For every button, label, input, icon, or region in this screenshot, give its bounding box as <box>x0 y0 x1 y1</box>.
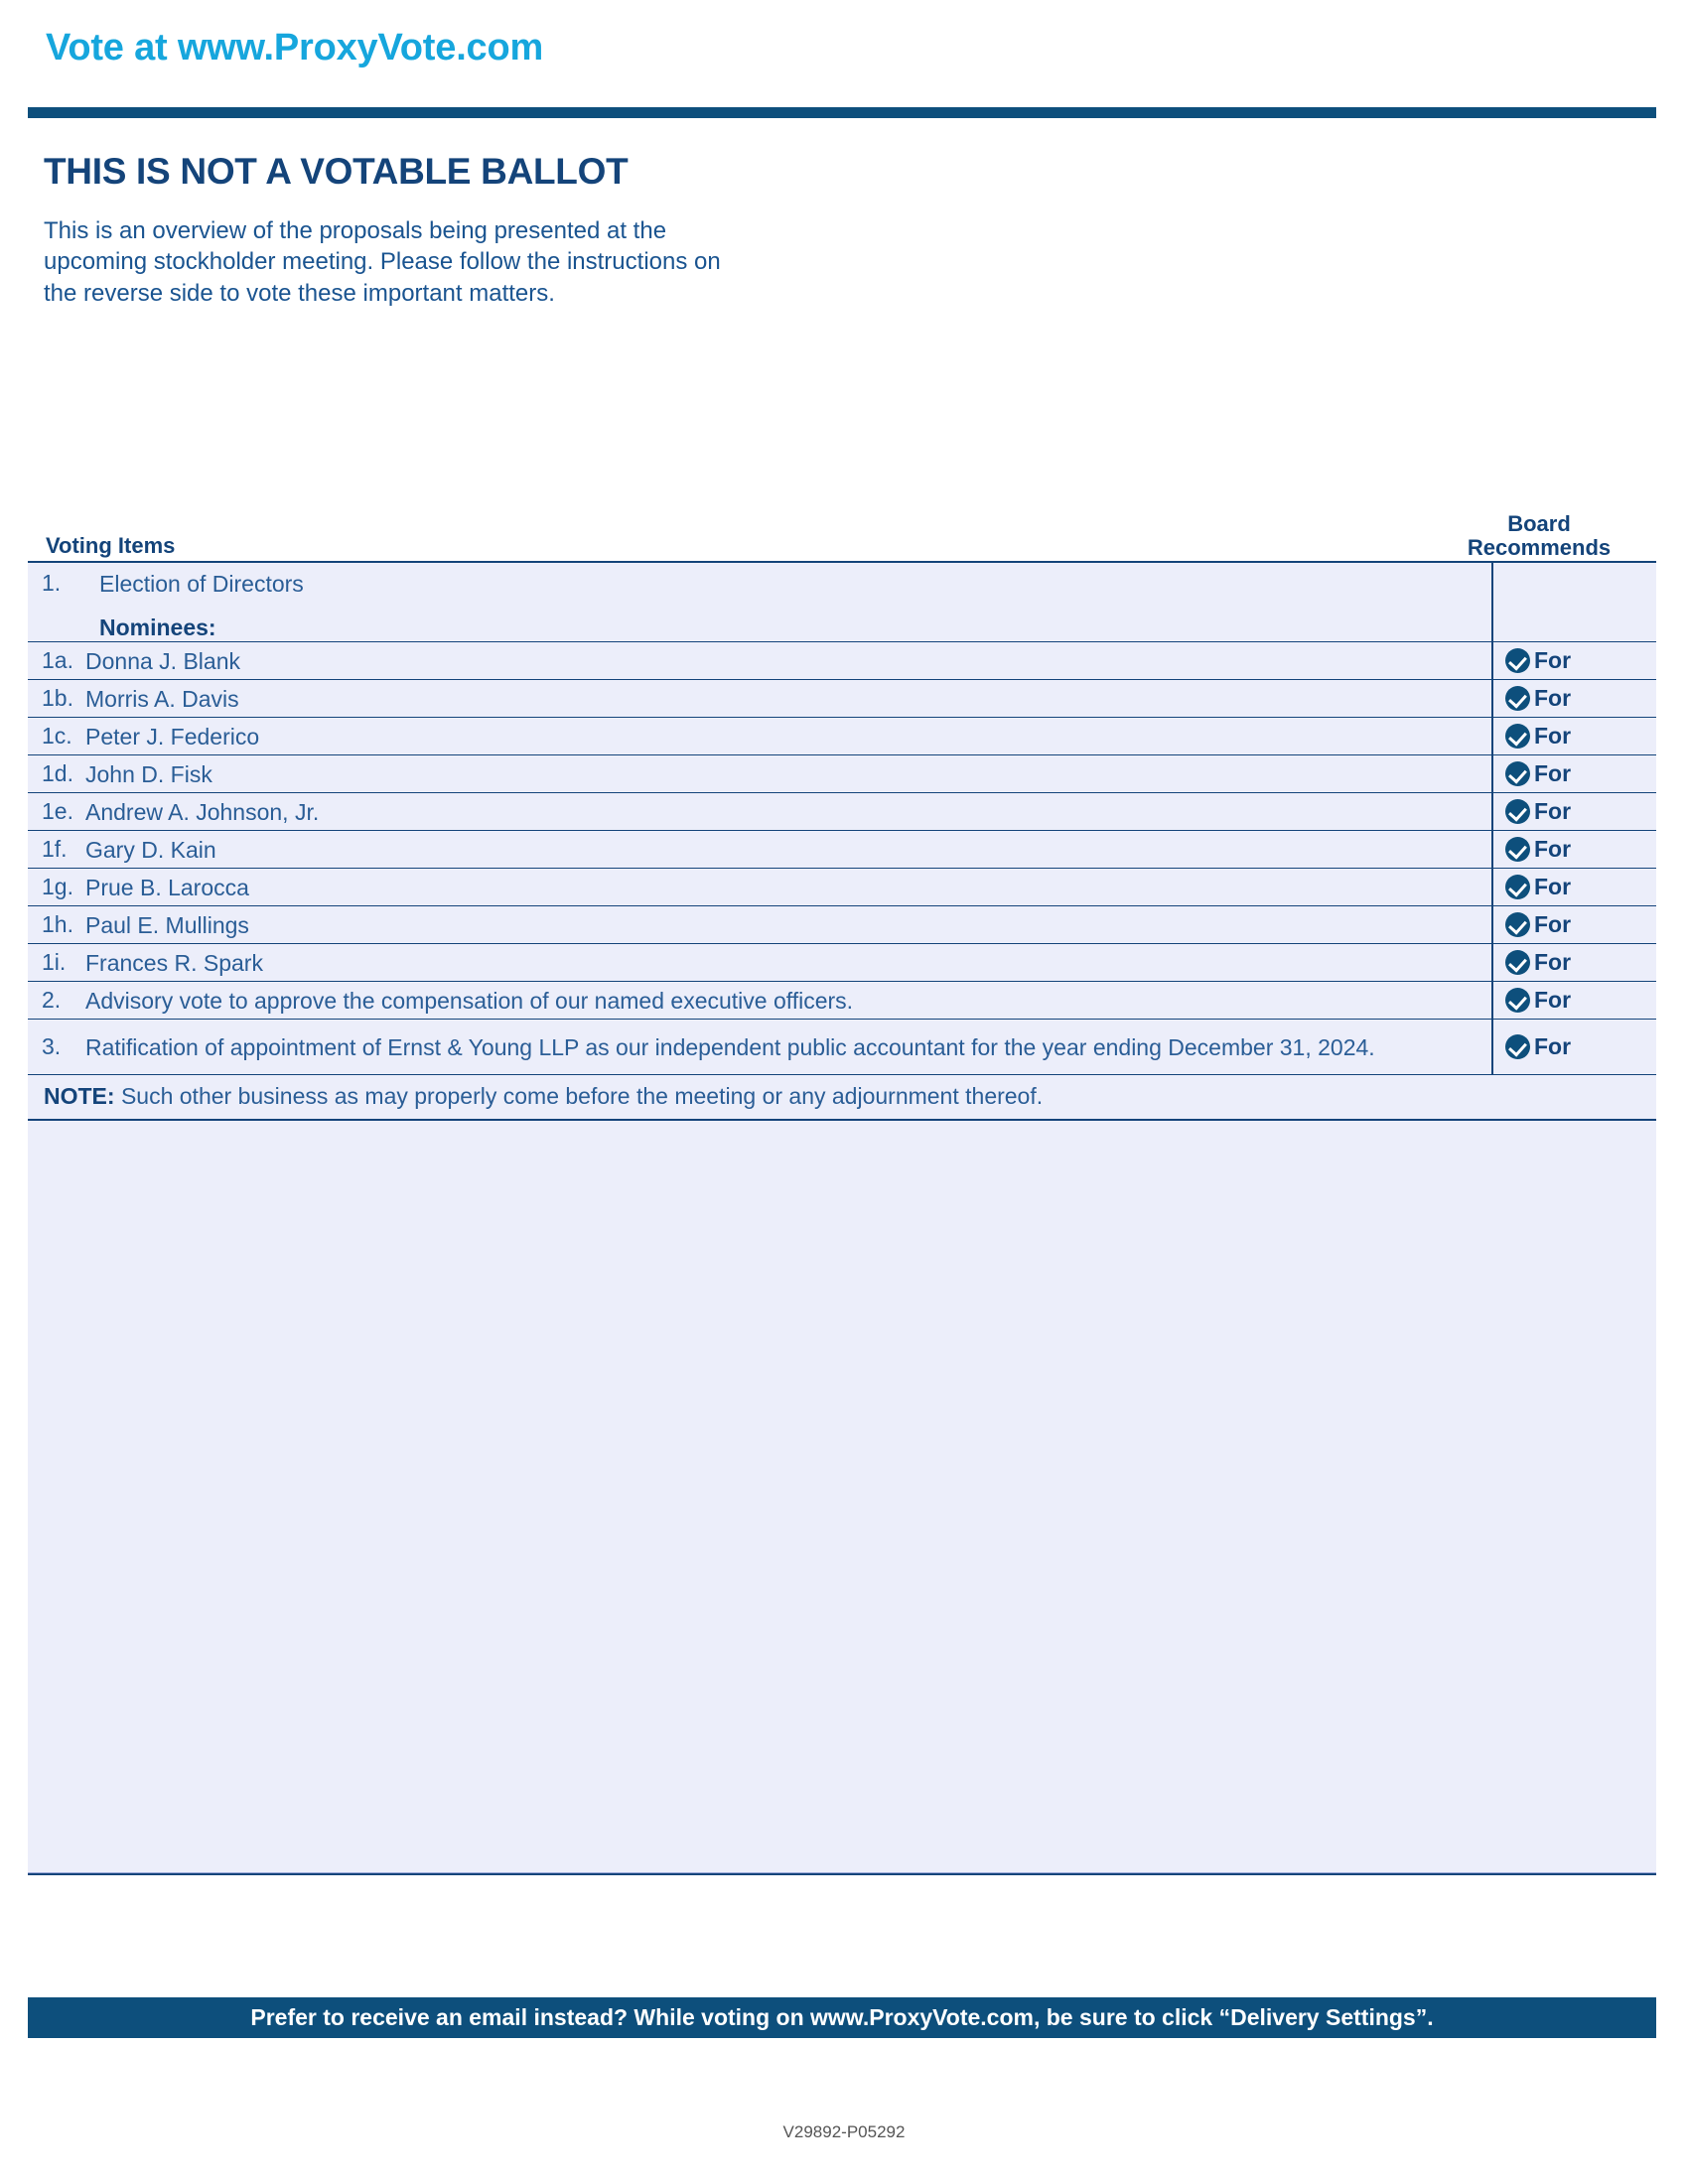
nominee-number: 1i. <box>42 949 67 976</box>
recommendation-label: For <box>1534 1033 1572 1060</box>
check-circle-icon <box>1505 875 1530 899</box>
column-header-voting-items: Voting Items <box>46 533 176 558</box>
header-divider-bar <box>28 107 1656 118</box>
recommendation-cell <box>1491 685 1656 712</box>
nominee-name: Donna J. Blank <box>85 647 240 674</box>
recommendation-label: For <box>1534 647 1572 674</box>
check-circle-icon <box>1505 724 1530 749</box>
nominee-name: Peter J. Federico <box>85 723 260 750</box>
note-label: NOTE: <box>44 1083 115 1110</box>
proposal-text: Advisory vote to approve the compensation of our named executive officers. <box>85 987 854 1014</box>
recommendation-label: For <box>1534 798 1572 825</box>
nominee-name: Gary D. Kain <box>85 836 216 863</box>
intro-paragraph <box>44 215 1136 311</box>
table-row-nominee <box>28 793 1656 831</box>
nominees-label: Nominees: <box>99 614 216 641</box>
column-header-board-recommends <box>1430 512 1648 561</box>
nominee-name: Andrew A. Johnson, Jr. <box>85 798 320 825</box>
nominee-number: 1c. <box>42 723 72 750</box>
board-recommends-line-1: Board <box>1507 510 1571 536</box>
recommendation-label: For <box>1534 685 1572 712</box>
recommendation-cell <box>1491 760 1656 787</box>
check-circle-icon <box>1505 1034 1530 1059</box>
recommendation-label: For <box>1534 987 1572 1014</box>
nominee-name: Frances R. Spark <box>85 949 263 976</box>
recommendation-cell <box>1491 647 1656 674</box>
table-row-nominee <box>28 642 1656 680</box>
proposal-number: 3. <box>42 1033 62 1060</box>
table-body <box>28 561 1656 1875</box>
check-circle-icon <box>1505 799 1530 824</box>
recommendation-cell <box>1491 836 1656 863</box>
nominee-number: 1e. <box>42 798 73 825</box>
check-circle-icon <box>1505 761 1530 786</box>
table-row-nominee <box>28 718 1656 755</box>
table-row-proposal <box>28 982 1656 1020</box>
nominee-number: 1g. <box>42 874 73 900</box>
nominee-name: Morris A. Davis <box>85 685 239 712</box>
item-title-election-of-directors: Election of Directors <box>99 571 304 597</box>
item-number-1: 1. <box>42 570 62 596</box>
voting-items-table <box>28 509 1656 1875</box>
blank-filler-area <box>28 1121 1656 1873</box>
note-text: Such other business as may properly come before the meeting or any adjournment thereof. <box>120 1083 1044 1110</box>
recommendation-label: For <box>1534 760 1572 787</box>
recommendation-cell <box>1491 798 1656 825</box>
footer-message-text: Prefer to receive an email instead? While voting on www.ProxyVote.com, be sure to click “Delivery Settings”. <box>250 2004 1434 2030</box>
control-number: V29892-P05292 <box>782 2122 906 2141</box>
vote-url-heading: Vote at www.ProxyVote.com <box>46 27 544 68</box>
proposal-rows-container <box>28 982 1656 1075</box>
proposal-number: 2. <box>42 987 62 1014</box>
check-circle-icon <box>1505 686 1530 711</box>
intro-line-3: the reverse side to vote these important matters. <box>44 280 555 308</box>
recommendation-label: For <box>1534 723 1572 750</box>
footer-message-bar <box>28 1997 1656 2038</box>
nominee-name: Paul E. Mullings <box>85 911 249 938</box>
recommendation-cell <box>1491 911 1656 938</box>
nominee-name: Prue B. Larocca <box>85 874 249 900</box>
recommendation-label: For <box>1534 911 1572 938</box>
check-circle-icon <box>1505 837 1530 862</box>
table-header <box>28 509 1656 561</box>
nominee-number: 1b. <box>42 685 73 712</box>
check-circle-icon <box>1505 648 1530 673</box>
proposal-text: Ratification of appointment of Ernst & Young LLP as our independent public accountant for the year ending December 31, 2024. <box>85 1033 1375 1060</box>
check-circle-icon <box>1505 950 1530 975</box>
recommendation-cell <box>1491 987 1656 1014</box>
recommendation-cell <box>1491 949 1656 976</box>
nominee-number: 1h. <box>42 911 73 938</box>
page-header <box>46 28 1654 69</box>
table-row-nominee <box>28 831 1656 869</box>
table-row-proposal <box>28 1020 1656 1075</box>
table-row-nominee <box>28 755 1656 793</box>
page-title: THIS IS NOT A VOTABLE BALLOT <box>44 151 629 192</box>
recommendation-cell <box>1491 723 1656 750</box>
recommendation-label: For <box>1534 836 1572 863</box>
nominee-number: 1a. <box>42 647 73 674</box>
table-row-nominee <box>28 944 1656 982</box>
intro-block <box>44 151 1136 310</box>
intro-line-2: upcoming stockholder meeting. Please follow the instructions on <box>44 248 721 276</box>
recommendation-cell <box>1491 1033 1656 1060</box>
recommendation-cell <box>1491 874 1656 900</box>
nominee-number: 1d. <box>42 760 73 787</box>
table-row-nominee <box>28 680 1656 718</box>
recommendation-label: For <box>1534 874 1572 900</box>
table-row-nominee <box>28 869 1656 906</box>
table-row-election-of-directors <box>28 563 1656 642</box>
board-recommends-line-2: Recommends <box>1467 535 1612 561</box>
intro-line-1: This is an overview of the proposals being presented at the <box>44 216 667 244</box>
nominee-number: 1f. <box>42 836 68 863</box>
nominee-rows-container <box>28 642 1656 982</box>
nominee-name: John D. Fisk <box>85 760 212 787</box>
table-row-note <box>28 1075 1656 1121</box>
check-circle-icon <box>1505 988 1530 1013</box>
recommendation-label: For <box>1534 949 1572 976</box>
check-circle-icon <box>1505 912 1530 937</box>
table-row-nominee <box>28 906 1656 944</box>
